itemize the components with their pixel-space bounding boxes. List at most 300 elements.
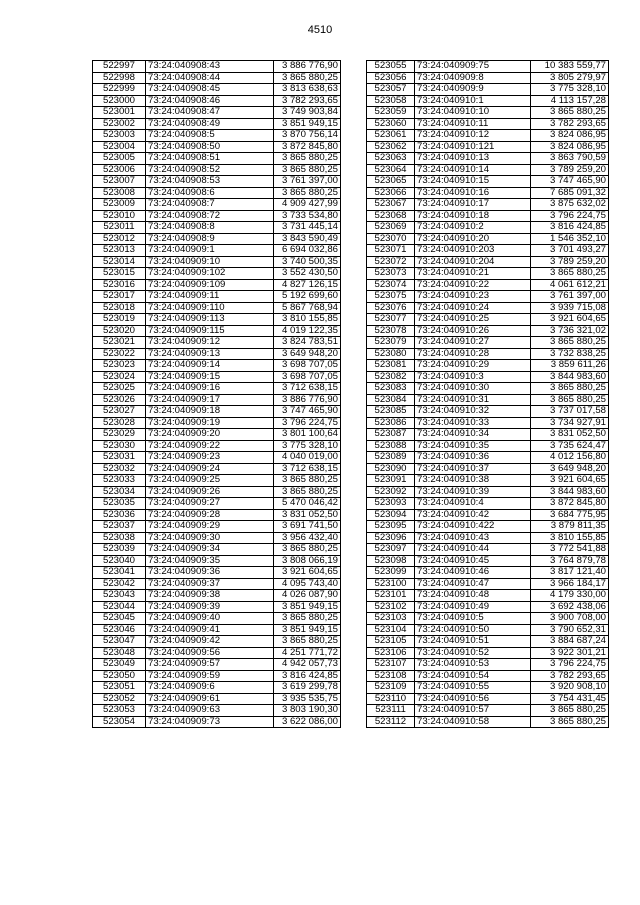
cadastral-number: 73:24:040910:2 <box>415 222 531 234</box>
cadastral-number: 73:24:040909:41 <box>146 624 274 636</box>
row-number: 523057 <box>367 84 415 96</box>
table-row <box>367 624 609 636</box>
row-number: 523101 <box>367 590 415 602</box>
cadastral-number: 73:24:040909:26 <box>146 486 274 498</box>
row-number: 523025 <box>93 383 146 395</box>
cadastral-value: 3 939 715,08 <box>531 302 609 314</box>
cadastral-number: 73:24:040910:17 <box>415 199 531 211</box>
cadastral-value: 3 761 397,00 <box>274 176 341 188</box>
row-number: 523093 <box>367 498 415 510</box>
table-row <box>93 222 341 234</box>
table-row <box>93 624 341 636</box>
table-row <box>93 84 341 96</box>
table-row <box>367 268 609 280</box>
cadastral-value: 3 733 534,80 <box>274 210 341 222</box>
table-row <box>93 394 341 406</box>
row-number: 523108 <box>367 670 415 682</box>
table-row <box>367 164 609 176</box>
row-number: 523063 <box>367 153 415 165</box>
row-number: 523066 <box>367 187 415 199</box>
page-number: 4510 <box>307 24 333 36</box>
row-number: 523015 <box>93 268 146 280</box>
cadastral-value: 3 782 293,65 <box>531 670 609 682</box>
row-number: 523041 <box>93 567 146 579</box>
cadastral-number: 73:24:040909:19 <box>146 417 274 429</box>
cadastral-value: 3 782 293,65 <box>274 95 341 107</box>
cadastral-value: 3 691 741,50 <box>274 521 341 533</box>
row-number: 523070 <box>367 233 415 245</box>
row-number: 523053 <box>93 705 146 717</box>
cadastral-value: 4 179 330,00 <box>531 590 609 602</box>
registry-table-right <box>366 60 609 728</box>
cadastral-value: 3 552 430,50 <box>274 268 341 280</box>
cadastral-value: 3 810 155,85 <box>274 314 341 326</box>
row-number: 523085 <box>367 406 415 418</box>
cadastral-value: 3 737 017,58 <box>531 406 609 418</box>
row-number: 523017 <box>93 291 146 303</box>
cadastral-value: 7 685 091,32 <box>531 187 609 199</box>
cadastral-number: 73:24:040909:37 <box>146 578 274 590</box>
cadastral-value: 3 843 590,49 <box>274 233 341 245</box>
cadastral-value: 3 775 328,10 <box>274 440 341 452</box>
row-number: 523075 <box>367 291 415 303</box>
cadastral-number: 73:24:040910:23 <box>415 291 531 303</box>
row-number: 523098 <box>367 555 415 567</box>
table-row <box>367 302 609 314</box>
table-row <box>93 659 341 671</box>
cadastral-value: 3 865 880,25 <box>531 268 609 280</box>
row-number: 523006 <box>93 164 146 176</box>
cadastral-value: 3 956 432,40 <box>274 532 341 544</box>
row-number: 523083 <box>367 383 415 395</box>
cadastral-value: 3 859 611,26 <box>531 360 609 372</box>
cadastral-number: 73:24:040910:47 <box>415 578 531 590</box>
cadastral-value: 3 772 541,88 <box>531 544 609 556</box>
cadastral-number: 73:24:040909:10 <box>146 256 274 268</box>
table-row <box>367 613 609 625</box>
table-row <box>93 463 341 475</box>
cadastral-number: 73:24:040908:7 <box>146 199 274 211</box>
cadastral-value: 4 026 087,90 <box>274 590 341 602</box>
cadastral-number: 73:24:040910:46 <box>415 567 531 579</box>
cadastral-number: 73:24:040910:49 <box>415 601 531 613</box>
table-row <box>367 130 609 142</box>
cadastral-value: 3 796 224,75 <box>274 417 341 429</box>
cadastral-number: 73:24:040910:25 <box>415 314 531 326</box>
row-number: 523043 <box>93 590 146 602</box>
table-row <box>367 84 609 96</box>
cadastral-number: 73:24:040908:44 <box>146 72 274 84</box>
cadastral-number: 73:24:040909:61 <box>146 693 274 705</box>
cadastral-value: 6 694 032,86 <box>274 245 341 257</box>
table-row <box>367 199 609 211</box>
cadastral-value: 3 865 880,25 <box>274 613 341 625</box>
row-number: 523094 <box>367 509 415 521</box>
row-number: 523056 <box>367 72 415 84</box>
row-number: 523076 <box>367 302 415 314</box>
table-row <box>93 716 341 728</box>
cadastral-value: 3 865 880,25 <box>274 636 341 648</box>
row-number: 522998 <box>93 72 146 84</box>
row-number: 523030 <box>93 440 146 452</box>
cadastral-value: 3 712 638,15 <box>274 383 341 395</box>
table-row <box>93 613 341 625</box>
cadastral-value: 3 701 493,27 <box>531 245 609 257</box>
cadastral-value: 3 865 880,25 <box>531 337 609 349</box>
table-row <box>93 670 341 682</box>
table-row <box>93 486 341 498</box>
table-row <box>93 544 341 556</box>
cadastral-number: 73:24:040910:54 <box>415 670 531 682</box>
cadastral-value: 3 863 790,59 <box>531 153 609 165</box>
row-number: 523087 <box>367 429 415 441</box>
cadastral-number: 73:24:040908:45 <box>146 84 274 96</box>
row-number: 523058 <box>367 95 415 107</box>
cadastral-value: 3 922 301,21 <box>531 647 609 659</box>
cadastral-value: 3 805 279,97 <box>531 72 609 84</box>
row-number: 523096 <box>367 532 415 544</box>
table-row <box>367 383 609 395</box>
cadastral-number: 73:24:040909:63 <box>146 705 274 717</box>
cadastral-number: 73:24:040909:110 <box>146 302 274 314</box>
cadastral-value: 3 844 983,60 <box>531 486 609 498</box>
cadastral-number: 73:24:040910:44 <box>415 544 531 556</box>
row-number: 523061 <box>367 130 415 142</box>
row-number: 522999 <box>93 84 146 96</box>
table-row <box>93 199 341 211</box>
row-number: 523005 <box>93 153 146 165</box>
row-number: 523064 <box>367 164 415 176</box>
table-row <box>367 256 609 268</box>
cadastral-value: 3 920 908,10 <box>531 682 609 694</box>
cadastral-number: 73:24:040909:9 <box>415 84 531 96</box>
cadastral-number: 73:24:040910:38 <box>415 475 531 487</box>
cadastral-value: 3 831 052,50 <box>531 429 609 441</box>
cadastral-value: 3 865 880,25 <box>531 107 609 119</box>
row-number: 523045 <box>93 613 146 625</box>
cadastral-value: 4 095 743,40 <box>274 578 341 590</box>
cadastral-number: 73:24:040908:9 <box>146 233 274 245</box>
cadastral-number: 73:24:040909:20 <box>146 429 274 441</box>
cadastral-number: 73:24:040908:49 <box>146 118 274 130</box>
row-number: 523031 <box>93 452 146 464</box>
cadastral-number: 73:24:040909:38 <box>146 590 274 602</box>
table-row <box>93 61 341 73</box>
table-row <box>93 291 341 303</box>
row-number: 523033 <box>93 475 146 487</box>
table-row <box>93 337 341 349</box>
cadastral-number: 73:24:040910:45 <box>415 555 531 567</box>
row-number: 523079 <box>367 337 415 349</box>
cadastral-value: 3 801 100,64 <box>274 429 341 441</box>
cadastral-number: 73:24:040910:10 <box>415 107 531 119</box>
cadastral-number: 73:24:040909:16 <box>146 383 274 395</box>
row-number: 523082 <box>367 371 415 383</box>
table-row <box>367 325 609 337</box>
table-row <box>367 72 609 84</box>
row-number: 523044 <box>93 601 146 613</box>
row-number: 523103 <box>367 613 415 625</box>
cadastral-value: 3 935 535,75 <box>274 693 341 705</box>
cadastral-number: 73:24:040908:46 <box>146 95 274 107</box>
table-row <box>93 130 341 142</box>
cadastral-number: 73:24:040910:204 <box>415 256 531 268</box>
cadastral-number: 73:24:040910:13 <box>415 153 531 165</box>
cadastral-number: 73:24:040910:4 <box>415 498 531 510</box>
cadastral-value: 3 865 880,25 <box>274 187 341 199</box>
row-number: 523010 <box>93 210 146 222</box>
row-number: 523008 <box>93 187 146 199</box>
cadastral-value: 3 816 424,85 <box>531 222 609 234</box>
table-row <box>367 429 609 441</box>
table-row <box>367 210 609 222</box>
table-row <box>367 475 609 487</box>
cadastral-value: 3 790 652,31 <box>531 624 609 636</box>
row-number: 523003 <box>93 130 146 142</box>
table-row <box>367 509 609 521</box>
cadastral-value: 3 865 880,25 <box>274 544 341 556</box>
cadastral-value: 3 816 424,85 <box>274 670 341 682</box>
table-row <box>93 429 341 441</box>
table-row <box>367 118 609 130</box>
row-number: 523055 <box>367 61 415 73</box>
cadastral-number: 73:24:040910:121 <box>415 141 531 153</box>
table-row <box>93 153 341 165</box>
table-row <box>367 153 609 165</box>
table-row <box>367 567 609 579</box>
cadastral-value: 3 736 321,02 <box>531 325 609 337</box>
cadastral-number: 73:24:040908:8 <box>146 222 274 234</box>
cadastral-number: 73:24:040910:37 <box>415 463 531 475</box>
table-row <box>93 371 341 383</box>
cadastral-number: 73:24:040908:72 <box>146 210 274 222</box>
row-number: 523078 <box>367 325 415 337</box>
table-row <box>93 417 341 429</box>
row-number: 523104 <box>367 624 415 636</box>
cadastral-number: 73:24:040910:56 <box>415 693 531 705</box>
table-row <box>93 176 341 188</box>
table-row <box>367 555 609 567</box>
cadastral-value: 3 712 638,15 <box>274 463 341 475</box>
table-row <box>93 636 341 648</box>
table-row <box>367 440 609 452</box>
row-number: 523100 <box>367 578 415 590</box>
cadastral-value: 4 061 612,21 <box>531 279 609 291</box>
table-row <box>93 107 341 119</box>
row-number: 523095 <box>367 521 415 533</box>
cadastral-number: 73:24:040909:14 <box>146 360 274 372</box>
row-number: 523071 <box>367 245 415 257</box>
row-number: 523062 <box>367 141 415 153</box>
table-row <box>367 636 609 648</box>
table-row <box>93 314 341 326</box>
cadastral-value: 3 775 328,10 <box>531 84 609 96</box>
row-number: 523002 <box>93 118 146 130</box>
cadastral-value: 3 865 880,25 <box>274 475 341 487</box>
table-row <box>367 314 609 326</box>
cadastral-value: 4 251 771,72 <box>274 647 341 659</box>
row-number: 523013 <box>93 245 146 257</box>
cadastral-number: 73:24:040910:51 <box>415 636 531 648</box>
cadastral-value: 3 789 259,20 <box>531 164 609 176</box>
table-row <box>93 95 341 107</box>
cadastral-number: 73:24:040909:1 <box>146 245 274 257</box>
cadastral-value: 3 796 224,75 <box>531 659 609 671</box>
cadastral-number: 73:24:040910:31 <box>415 394 531 406</box>
cadastral-value: 3 803 190,30 <box>274 705 341 717</box>
table-row <box>93 647 341 659</box>
table-row <box>367 348 609 360</box>
cadastral-number: 73:24:040910:53 <box>415 659 531 671</box>
cadastral-value: 3 865 880,25 <box>531 394 609 406</box>
table-row <box>367 291 609 303</box>
table-row <box>367 498 609 510</box>
cadastral-value: 3 732 838,25 <box>531 348 609 360</box>
cadastral-number: 73:24:040909:15 <box>146 371 274 383</box>
cadastral-value: 4 909 427,99 <box>274 199 341 211</box>
table-row <box>367 521 609 533</box>
row-number: 523080 <box>367 348 415 360</box>
cadastral-number: 73:24:040909:30 <box>146 532 274 544</box>
cadastral-value: 4 942 057,73 <box>274 659 341 671</box>
row-number: 523042 <box>93 578 146 590</box>
cadastral-number: 73:24:040909:115 <box>146 325 274 337</box>
table-row <box>367 394 609 406</box>
cadastral-number: 73:24:040909:34 <box>146 544 274 556</box>
row-number: 523091 <box>367 475 415 487</box>
table-row <box>93 601 341 613</box>
cadastral-value: 3 747 465,90 <box>531 176 609 188</box>
row-number: 523020 <box>93 325 146 337</box>
row-number: 523088 <box>367 440 415 452</box>
table-row <box>367 406 609 418</box>
table-row <box>93 532 341 544</box>
cadastral-number: 73:24:040908:6 <box>146 187 274 199</box>
table-row <box>367 187 609 199</box>
cadastral-value: 5 867 768,94 <box>274 302 341 314</box>
table-row <box>367 95 609 107</box>
cadastral-number: 73:24:040909:102 <box>146 268 274 280</box>
table-row <box>93 118 341 130</box>
cadastral-number: 73:24:040909:28 <box>146 509 274 521</box>
row-number: 522997 <box>93 61 146 73</box>
cadastral-number: 73:24:040910:3 <box>415 371 531 383</box>
table-row <box>93 682 341 694</box>
row-number: 523068 <box>367 210 415 222</box>
cadastral-number: 73:24:040910:33 <box>415 417 531 429</box>
table-row <box>367 279 609 291</box>
cadastral-number: 73:24:040909:22 <box>146 440 274 452</box>
cadastral-value: 3 921 604,65 <box>274 567 341 579</box>
row-number: 523067 <box>367 199 415 211</box>
cadastral-value: 3 749 903,84 <box>274 107 341 119</box>
cadastral-value: 3 865 880,25 <box>531 705 609 717</box>
cadastral-value: 3 789 259,20 <box>531 256 609 268</box>
row-number: 523036 <box>93 509 146 521</box>
cadastral-value: 3 921 604,65 <box>531 475 609 487</box>
cadastral-value: 3 865 880,25 <box>531 383 609 395</box>
table-row <box>93 475 341 487</box>
cadastral-value: 3 870 756,14 <box>274 130 341 142</box>
cadastral-number: 73:24:040909:59 <box>146 670 274 682</box>
row-number: 523051 <box>93 682 146 694</box>
cadastral-number: 73:24:040910:203 <box>415 245 531 257</box>
table-row <box>367 693 609 705</box>
row-number: 523038 <box>93 532 146 544</box>
table-row <box>367 141 609 153</box>
cadastral-value: 3 619 299,78 <box>274 682 341 694</box>
cadastral-value: 3 698 707,05 <box>274 360 341 372</box>
row-number: 523018 <box>93 302 146 314</box>
table-row <box>367 532 609 544</box>
row-number: 523047 <box>93 636 146 648</box>
table-row <box>93 233 341 245</box>
cadastral-value: 3 900 708,00 <box>531 613 609 625</box>
cadastral-number: 73:24:040909:18 <box>146 406 274 418</box>
cadastral-number: 73:24:040910:22 <box>415 279 531 291</box>
cadastral-value: 4 019 122,35 <box>274 325 341 337</box>
cadastral-value: 3 872 845,80 <box>274 141 341 153</box>
table-row <box>367 337 609 349</box>
table-row <box>93 164 341 176</box>
cadastral-value: 3 824 783,51 <box>274 337 341 349</box>
cadastral-number: 73:24:040910:30 <box>415 383 531 395</box>
row-number: 523073 <box>367 268 415 280</box>
cadastral-number: 73:24:040910:52 <box>415 647 531 659</box>
row-number: 523037 <box>93 521 146 533</box>
cadastral-value: 3 865 880,25 <box>274 72 341 84</box>
table-row <box>367 222 609 234</box>
cadastral-number: 73:24:040909:13 <box>146 348 274 360</box>
table-row <box>367 705 609 717</box>
table-row <box>367 659 609 671</box>
cadastral-number: 73:24:040910:57 <box>415 705 531 717</box>
table-row <box>93 578 341 590</box>
row-number: 523065 <box>367 176 415 188</box>
cadastral-value: 3 851 949,15 <box>274 624 341 636</box>
row-number: 523049 <box>93 659 146 671</box>
row-number: 523077 <box>367 314 415 326</box>
cadastral-number: 73:24:040910:55 <box>415 682 531 694</box>
cadastral-value: 3 764 879,78 <box>531 555 609 567</box>
table-row <box>367 417 609 429</box>
cadastral-value: 3 851 949,15 <box>274 601 341 613</box>
cadastral-number: 73:24:040909:109 <box>146 279 274 291</box>
row-number: 523086 <box>367 417 415 429</box>
row-number: 523110 <box>367 693 415 705</box>
table-row <box>93 256 341 268</box>
cadastral-value: 1 546 352,10 <box>531 233 609 245</box>
cadastral-number: 73:24:040910:43 <box>415 532 531 544</box>
cadastral-number: 73:24:040910:15 <box>415 176 531 188</box>
row-number: 523054 <box>93 716 146 728</box>
cadastral-value: 4 827 126,15 <box>274 279 341 291</box>
cadastral-value: 3 698 707,05 <box>274 371 341 383</box>
cadastral-number: 73:24:040909:29 <box>146 521 274 533</box>
table-row <box>93 245 341 257</box>
cadastral-number: 73:24:040910:35 <box>415 440 531 452</box>
cadastral-number: 73:24:040909:6 <box>146 682 274 694</box>
cadastral-value: 3 851 949,15 <box>274 118 341 130</box>
registry-table-left <box>92 60 341 728</box>
cadastral-value: 3 865 880,25 <box>274 153 341 165</box>
table-row <box>93 360 341 372</box>
row-number: 523097 <box>367 544 415 556</box>
cadastral-value: 3 921 604,65 <box>531 314 609 326</box>
cadastral-number: 73:24:040910:28 <box>415 348 531 360</box>
cadastral-number: 73:24:040910:5 <box>415 613 531 625</box>
cadastral-number: 73:24:040910:12 <box>415 130 531 142</box>
